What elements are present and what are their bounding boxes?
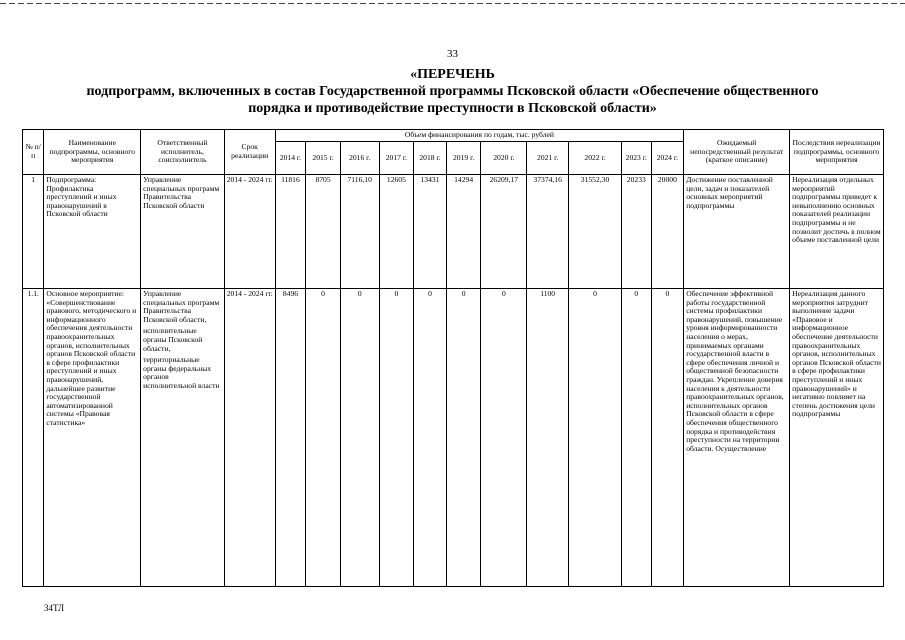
row-value: 0 <box>414 289 447 587</box>
row-value: 31552,30 <box>569 175 622 289</box>
header-year: 2017 г. <box>379 142 414 175</box>
row-value: 0 <box>446 289 481 587</box>
row-value: 11816 <box>275 175 306 289</box>
header-year: 2023 г. <box>622 142 652 175</box>
header-executor: Ответственный исполнитель, соисполнитель <box>141 130 225 175</box>
header-year: 2014 г. <box>275 142 306 175</box>
row-value: 0 <box>340 289 379 587</box>
header-term: Срок реализации <box>224 130 275 175</box>
row-consequences: Нереализация данного мероприятия затруднит выполнение задачи «Правовое и информационное обеспечение деятельности правоохранительных органов, исполнительных органов Псковской области в сфере профилактики преступлений и иных правонарушений» и негативно повлияет на степень достижения цели подпрограммы <box>790 289 884 587</box>
row-name: Подпрограмма: Профилактика преступлений и иных правонарушений в Псковской области <box>44 175 141 289</box>
row-no: 1.1. <box>23 289 44 587</box>
header-year: 2016 г. <box>340 142 379 175</box>
row-value: 13431 <box>414 175 447 289</box>
executor-part: Управление специальных программ Правительства Псковской области, <box>143 289 220 324</box>
row-executor <box>141 289 225 587</box>
header-year: 2020 г. <box>481 142 527 175</box>
header-year: 2022 г. <box>569 142 622 175</box>
row-name: Основное мероприятие: «Совершенствование правового, методического и информационного обеспечения деятельности правоохранительных органов, исполнительных органов Псковской области в сфере профилактики преступлений и иных правонарушений, дальнейшее развитие государственной автоматизированной системы «Правовая статистика» <box>44 289 141 587</box>
row-value: 0 <box>569 289 622 587</box>
row-consequences: Нереализация отдельных мероприятий подпрограммы приведет к невыполнению основных показателей реализации подпрограммы и не позволит достичь в полном объеме поставленной цели <box>790 175 884 289</box>
row-term: 2014 - 2024 гг. <box>224 289 275 587</box>
page-number: 33 <box>447 48 458 60</box>
header-result: Ожидаемый непосредственный результат (краткое описание) <box>684 130 790 175</box>
header-name: Наименование подпрограммы, основного мероприятия <box>44 130 141 175</box>
row-value: 8705 <box>306 175 341 289</box>
header-year: 2019 г. <box>446 142 481 175</box>
scan-top-edge <box>0 3 905 4</box>
row-value: 8496 <box>275 289 306 587</box>
header-year: 2015 г. <box>306 142 341 175</box>
footer-code: 34ТЛ <box>44 603 65 613</box>
row-value: 7116,10 <box>340 175 379 289</box>
title-line-2: подпрограмм, включенных в состав Государственной программы Псковской области «Обеспечение общественного <box>86 84 819 99</box>
row-value: 0 <box>622 289 652 587</box>
row-term: 2014 - 2024 гг. <box>224 175 275 289</box>
row-value: 14294 <box>446 175 481 289</box>
title-line-3: порядка и противодействие преступности в Псковской области» <box>248 101 657 116</box>
row-no: 1 <box>23 175 44 289</box>
row-value: 37374,16 <box>527 175 569 289</box>
row-value: 0 <box>306 289 341 587</box>
title-line-1: «ПЕРЕЧЕНЬ <box>410 67 495 82</box>
header-year: 2021 г. <box>527 142 569 175</box>
header-funding: Объем финансирования по годам, тыс. рублей <box>275 130 684 142</box>
executor-part: территориальные органы федеральных органов исполнительной власти <box>143 355 220 390</box>
row-value: 20000 <box>651 175 684 289</box>
row-result: Обеспечение эффективной работы государственной системы профилактики правонарушений, повышение уровня информированности населения о мерах, принимаемых органами государственной власти в сфере обеспечения личной и общественной безопасности граждан. Укрепление доверия населения к деятельности правоохранительных органов, исполнительных органов Псковской области в сфере обеспечения общественного порядка и противодействия преступности на территории области. Осуществление <box>684 289 790 587</box>
row-result: Достижение поставленной цели, задач и показателей основных мероприятий подпрограммы <box>684 175 790 289</box>
document-title <box>0 66 905 117</box>
table-row <box>23 175 884 289</box>
row-executor: Управление специальных программ Правительства Псковской области <box>141 175 225 289</box>
row-value: 26209,17 <box>481 175 527 289</box>
table-row <box>23 289 884 587</box>
header-year: 2024 г. <box>651 142 684 175</box>
row-value: 0 <box>481 289 527 587</box>
header-no: № п/п <box>23 130 44 175</box>
row-value: 0 <box>379 289 414 587</box>
subprograms-table <box>22 129 884 587</box>
header-year: 2018 г. <box>414 142 447 175</box>
executor-part: исполнительные органы Псковской области, <box>143 326 203 353</box>
row-value: 12605 <box>379 175 414 289</box>
row-value: 1100 <box>527 289 569 587</box>
row-value: 0 <box>651 289 684 587</box>
row-value: 20233 <box>622 175 652 289</box>
header-consequences: Последствия нереализации подпрограммы, основного мероприятия <box>790 130 884 175</box>
